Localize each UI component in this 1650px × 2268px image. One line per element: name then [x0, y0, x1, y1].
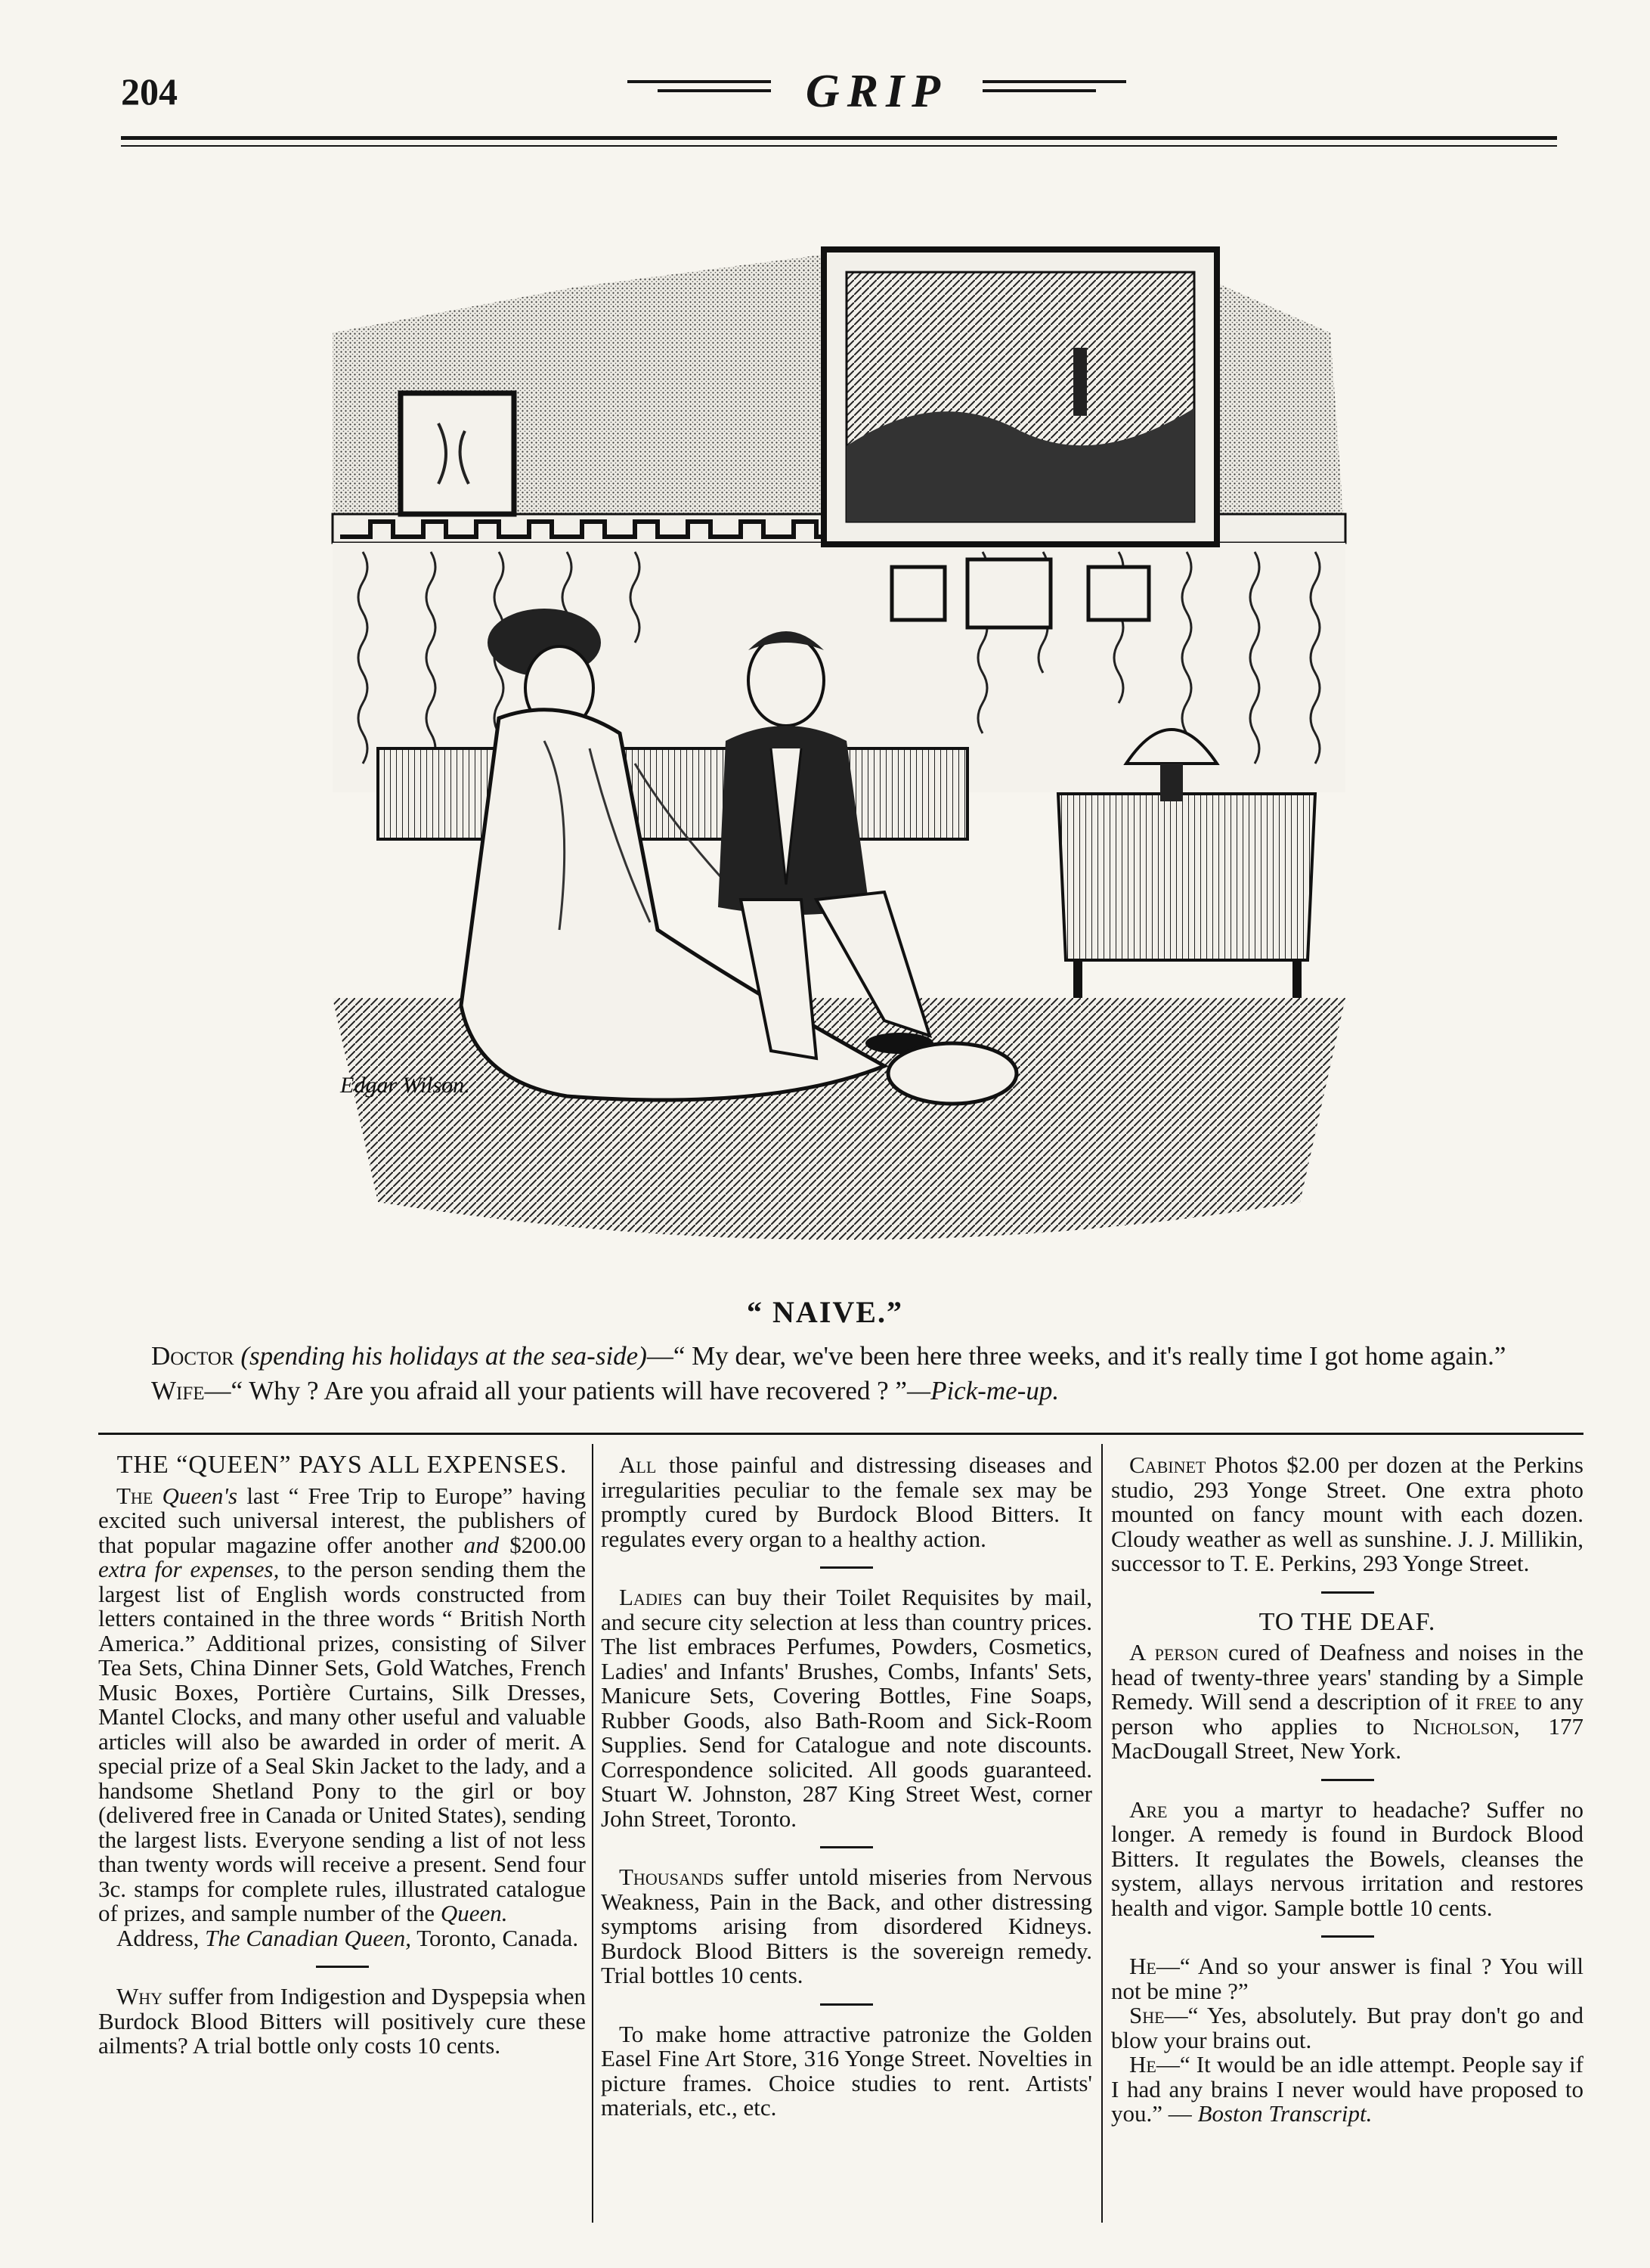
wife-dialogue: —“ Why ? Are you afraid all your patients will have recovered ? ” — [204, 1376, 907, 1405]
separator — [820, 1566, 873, 1569]
masthead-rule-left-2 — [658, 89, 771, 92]
cartoon-title: “ NAIVE.” — [747, 1295, 903, 1329]
caption-wife-line — [151, 1374, 1557, 1408]
wall-picture-left — [401, 393, 514, 514]
cabinet-photos-ad: Cabinet Photos $2.00 per dozen at the Perkins studio, 293 Yonge Street. One extra photo mounted on fancy mount with each dozen. Cloudy weather as well as sunshine. J. J. Millikin, successor to T. E. Perkins, 293 Yonge Street. — [1111, 1452, 1583, 1576]
doctor-dialogue: —“ My dear, we've been here three weeks, and it's really time I got home again.” — [646, 1341, 1506, 1371]
header-rule-thin — [121, 145, 1557, 147]
separator — [1321, 1591, 1374, 1594]
queen-article: The Queen's last “ Free Trip to Europe” having excited such universal interest, the publishers of that popular magazine offer another and $200.00 extra for expenses, to the person sending them the largest list of English words constructed from letters contained in the three words “ British North America.” Additional prizes, consisting of Silver Tea Sets, China Dinner Sets, Gold Watches, French Music Boxes, Portière Curtains, Silk Dresses, Mantel Clocks, and many other useful and valuable articles will also be awarded in order of merit. A special prize of a Seal Skin Jacket to the lady, and a handsome Shetland Pony to the girl or boy (delivered free in Canada or United States), sending the largest lists. Everyone sending a list of not less than twenty words will receive a present. Send four 3c. stamps for complete rules, illustrated catalogue of prizes, and sample number of the Queen. — [98, 1482, 587, 1926]
small-picture-2 — [967, 559, 1051, 627]
kidneys-ad: Thousands suffer untold miseries from Nervous Weakness, Pain in the Back, and other distressing symptoms arising from disordered Kidneys. Burdock Blood Bitters is the sovereign remedy. Trial bottles 10 cents. — [601, 1864, 1093, 1988]
header-rule-thick — [121, 136, 1557, 140]
joke-line-he-2: He—“ It would be an idle attempt. People say if I had any brains I never would have proposed to you.” — Boston Transcript. — [1111, 2051, 1583, 2127]
bitters-ad: All those painful and distressing diseases and irregularities peculiar to the female sex may be promptly cured by Burdock Blood Bitters. It regulates every organ to a healthy action. — [601, 1452, 1093, 1552]
headache-ad: Are you a martyr to headache? Suffer no longer. A remedy is found in Burdock Blood Bitters. It regulates the Bowels, cleanses the system, allays nervous irritation and restores health and vigor. Sample bottle 10 cents. — [1111, 1796, 1584, 1921]
caption-rule — [98, 1433, 1583, 1435]
masthead-rule-left — [627, 80, 771, 83]
separator — [820, 2003, 873, 2006]
separator — [1321, 1779, 1374, 1781]
separator — [316, 1966, 369, 1968]
separator — [820, 1846, 873, 1848]
deafness-ad: A person cured of Deafness and noises in the head of twenty-three years' standing by a Simple Remedy. Will send a description of it free to any person who applies to Nicholson, 177 MacDougall Street, New York. — [1111, 1639, 1584, 1764]
artist-signature: Edgar Wilson. — [340, 1073, 470, 1098]
speaker-doctor: Doctor — [151, 1341, 234, 1371]
golden-easel-ad: To make home attractive patronize the Golden Easel Fine Art Store, 316 Yonge Street. Novelties in picture frames. Choice studies to rent. Artists' materials, etc., etc. — [601, 2020, 1092, 2121]
column-divider-1 — [592, 1444, 593, 2223]
column-2 — [601, 1453, 1092, 2121]
caption-source: —Pick-me-up. — [906, 1376, 1060, 1405]
toilet-requisites-ad: Ladies can buy their Toilet Requisites by mail, and secure city selection at less than country prices. The list embraces Perfumes, Powders, Cosmetics, Ladies' and Infants' Brushes, Combs, Infants' Sets, Manicure Sets, Covering Bottles, Fine Soaps, Rubber Goods, also Bath-Room and Sick-Room Supplies. Send for Catalogue and note discounts. Correspondence solicited. All goods guaranteed. Stuart W. Johnston, 287 King Street West, corner John Street, Toronto. — [601, 1584, 1093, 1832]
footstool — [888, 1043, 1017, 1104]
column-1 — [98, 1453, 586, 2059]
queen-heading: THE “QUEEN” PAYS ALL EXPENSES. — [116, 1451, 568, 1479]
small-picture-3 — [1088, 567, 1149, 620]
masthead — [590, 65, 1164, 117]
deaf-heading: TO THE DEAF. — [1258, 1607, 1436, 1636]
side-table — [1058, 794, 1315, 960]
column-3 — [1111, 1453, 1583, 2127]
cartoon-illustration — [317, 219, 1361, 1278]
stage-direction: (spending his holidays at the sea-side) — [240, 1341, 647, 1371]
joke-line-she: She—“ Yes, absolutely. But pray don't go and blow your brains out. — [1111, 2002, 1583, 2053]
speaker-wife: Wife — [151, 1376, 205, 1405]
small-picture-1 — [892, 567, 945, 620]
indigestion-ad: Why suffer from Indigestion and Dyspepsia when Burdock Blood Bitters will positively cure these ailments? A trial bottle only costs 10 cents. — [98, 1983, 587, 2059]
queen-address: Address, The Canadian Queen, Toronto, Canada. — [116, 1924, 579, 1951]
page-number: 204 — [121, 70, 178, 113]
masthead-rule-right-2 — [983, 89, 1096, 92]
joke-line-he: He—“ And so your answer is final ? You will not be mine ?” — [1111, 1953, 1583, 2004]
separator — [1321, 1935, 1374, 1938]
sofa-back — [378, 748, 967, 839]
caption-doctor-line — [151, 1340, 1557, 1373]
masthead-title: GRIP — [805, 66, 949, 117]
masthead-rule-right — [983, 80, 1126, 83]
column-divider-2 — [1101, 1444, 1103, 2223]
